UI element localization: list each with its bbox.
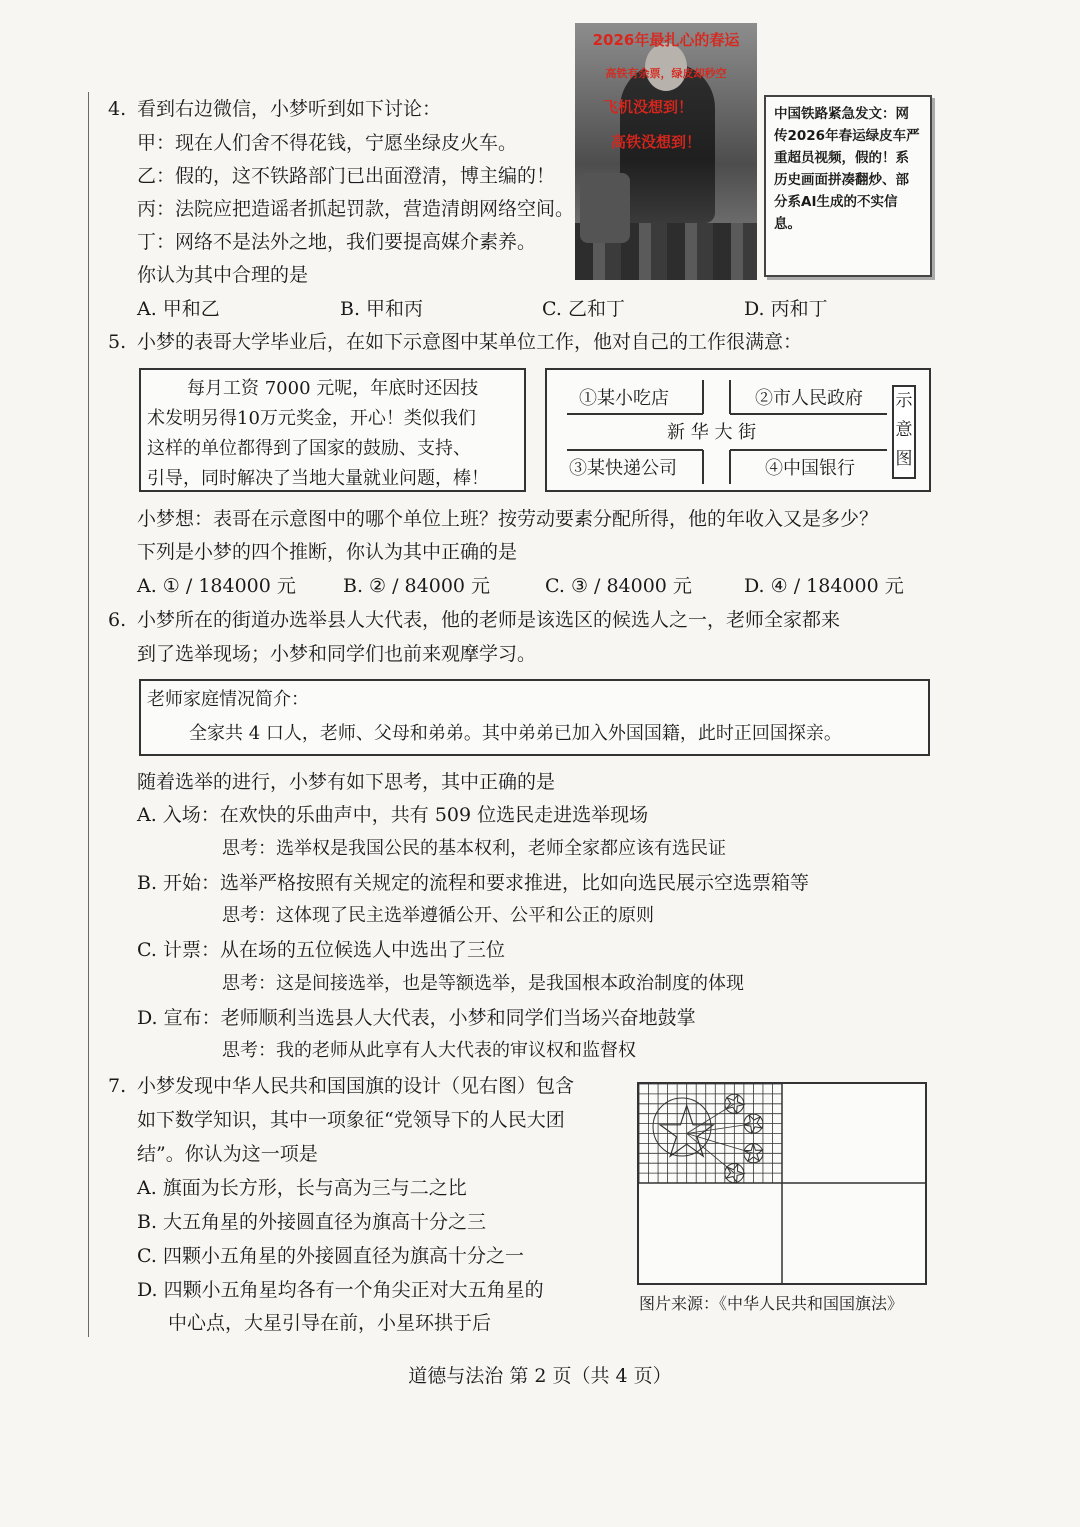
teacher-family-text: 全家共 4 口人，老师、父母和弟弟。其中弟弟已加入外国国籍，此时正回国探亲。 (189, 723, 842, 744)
q7-number: 7. (108, 1075, 127, 1097)
q6-option-a[interactable]: A. 入场：在欢快的乐曲声中，共有 509 位选民走进选举现场 (137, 804, 649, 826)
map-cell-city-government: ②市人民政府 (755, 388, 863, 409)
q6-stem-line1: 小梦所在的街道办选举县人大代表，他的老师是该选区的候选人之一，老师全家都来 (137, 609, 841, 631)
q6-option-d[interactable]: D. 宣布：老师顺利当选县人大代表，小梦和同学们当场兴奋地鼓掌 (137, 1007, 696, 1029)
q7-option-d-continued: 中心点，大星引导在前，小星环拱于后 (168, 1312, 492, 1334)
q6-lead: 随着选举的进行，小梦有如下思考，其中正确的是 (137, 771, 556, 793)
q6-option-b-think: 思考：这体现了民主选举遵循公开、公平和公正的原则 (222, 905, 654, 926)
q4-option-b[interactable]: B. 甲和丙 (340, 298, 424, 320)
railway-notice: 中国铁路紧急发文：网传2026年春运绿皮车严重超员视频，假的！系历史画面拼凑翻炒、部分系AI生成的不实信息。 (764, 95, 932, 277)
photo-subline: 高铁有余票，绿皮却秒空 (605, 67, 727, 80)
teacher-family-box (139, 679, 930, 756)
q4-line-yi: 乙：假的，这不铁路部门已出面澄清，博主编的！ (137, 165, 556, 187)
q4-line-bing: 丙：法院应把造谣者抓起罚款，营造清朗网络空间。 (137, 198, 575, 220)
q5-option-d[interactable]: D. ④ / 184000 元 (744, 575, 904, 597)
teacher-family-title: 老师家庭情况简介： (147, 689, 309, 710)
q4-option-d[interactable]: D. 丙和丁 (744, 298, 828, 320)
map-street-name: 新 华 大 街 (667, 422, 757, 443)
photo-bag (580, 173, 630, 243)
q6-option-b[interactable]: B. 开始：选举严格按照有关规定的流程和要求推进，比如向选民展示空选票箱等 (137, 872, 810, 894)
q6-number: 6. (108, 609, 127, 631)
q4-line-ding: 丁：网络不是法外之地，我们要提高媒介素养。 (137, 231, 537, 253)
map-cell-bank-of-china: ④中国银行 (765, 458, 855, 479)
q6-stem-line2: 到了选举现场；小梦和同学们也前来观摩学习。 (137, 643, 537, 665)
cousin-quote-box (139, 368, 526, 492)
q7-stem-line2: 如下数学知识，其中一项象征“党领导下的人民大团 (137, 1109, 565, 1131)
q5-option-a[interactable]: A. ① / 184000 元 (137, 575, 296, 597)
q4-option-a[interactable]: A. 甲和乙 (137, 298, 220, 320)
quote-line-3: 这样的单位都得到了国家的鼓励、支持、 (147, 438, 471, 459)
photo-headline: 2026年最扎心的春运 (592, 31, 740, 49)
q6-option-c[interactable]: C. 计票：从在场的五位候选人中选出了三位 (137, 939, 505, 961)
flag-construction-svg (639, 1084, 925, 1283)
q4-line-jia: 甲：现在人们舍不得花钱，宁愿坐绿皮火车。 (137, 132, 518, 154)
photo-line3: 飞机没想到！ (603, 98, 694, 116)
q6-option-d-think: 思考：我的老师从此享有人大代表的审议权和监督权 (222, 1040, 636, 1061)
q6-option-c-think: 思考：这是间接选举，也是等额选举，是我国根本政治制度的体现 (222, 973, 744, 994)
quote-line-4: 引导，同时解决了当地大量就业问题，棒！ (147, 468, 489, 489)
q5-option-b[interactable]: B. ② / 84000 元 (343, 575, 491, 597)
page-footer: 道德与法治 第 2 页（共 4 页） (408, 1365, 672, 1387)
map-label: 示意图 (892, 385, 916, 479)
q5-number: 5. (108, 331, 127, 353)
q7-option-d[interactable]: D. 四颗小五角星均各有一个角尖正对大五角星的 (137, 1279, 544, 1301)
wechat-photo (575, 23, 757, 280)
photo-line4: 高铁没想到！ (611, 133, 702, 151)
quote-line-1: 每月工资 7000 元呢，年底时还因技 (187, 378, 479, 399)
q4-question: 你认为其中合理的是 (137, 264, 309, 286)
q5-stem: 小梦的表哥大学毕业后，在如下示意图中某单位工作，他对自己的工作很满意： (137, 331, 803, 353)
flag-image-source: 图片来源：《中华人民共和国国旗法》 (639, 1294, 904, 1313)
map-cell-snack-shop: ①某小吃店 (579, 388, 669, 409)
national-flag-diagram (637, 1082, 927, 1285)
q7-option-c[interactable]: C. 四颗小五角星的外接圆直径为旗高十分之一 (137, 1245, 524, 1267)
q5-question: 下列是小梦的四个推断，你认为其中正确的是 (137, 541, 518, 563)
street-map (545, 368, 931, 492)
q4-stem: 看到右边微信，小梦听到如下讨论： (137, 98, 442, 120)
margin-rule (88, 92, 89, 1337)
q5-think: 小梦想：表哥在示意图中的哪个单位上班？按劳动要素分配所得，他的年收入又是多少？ (137, 508, 879, 530)
quote-line-2: 术发明另得10万元奖金，开心！类似我们 (147, 408, 476, 429)
q7-stem-line3: 结”。你认为这一项是 (137, 1143, 318, 1165)
q7-option-b[interactable]: B. 大五角星的外接圆直径为旗高十分之三 (137, 1211, 487, 1233)
q5-option-c[interactable]: C. ③ / 84000 元 (545, 575, 692, 597)
q7-stem-line1: 小梦发现中华人民共和国国旗的设计（见右图）包含 (137, 1075, 575, 1097)
q4-option-c[interactable]: C. 乙和丁 (542, 298, 625, 320)
q4-number: 4. (108, 98, 127, 120)
q6-option-a-think: 思考：选举权是我国公民的基本权利，老师全家都应该有选民证 (222, 838, 726, 859)
map-cell-courier: ③某快递公司 (569, 458, 677, 479)
q7-option-a[interactable]: A. 旗面为长方形，长与高为三与二之比 (137, 1177, 467, 1199)
